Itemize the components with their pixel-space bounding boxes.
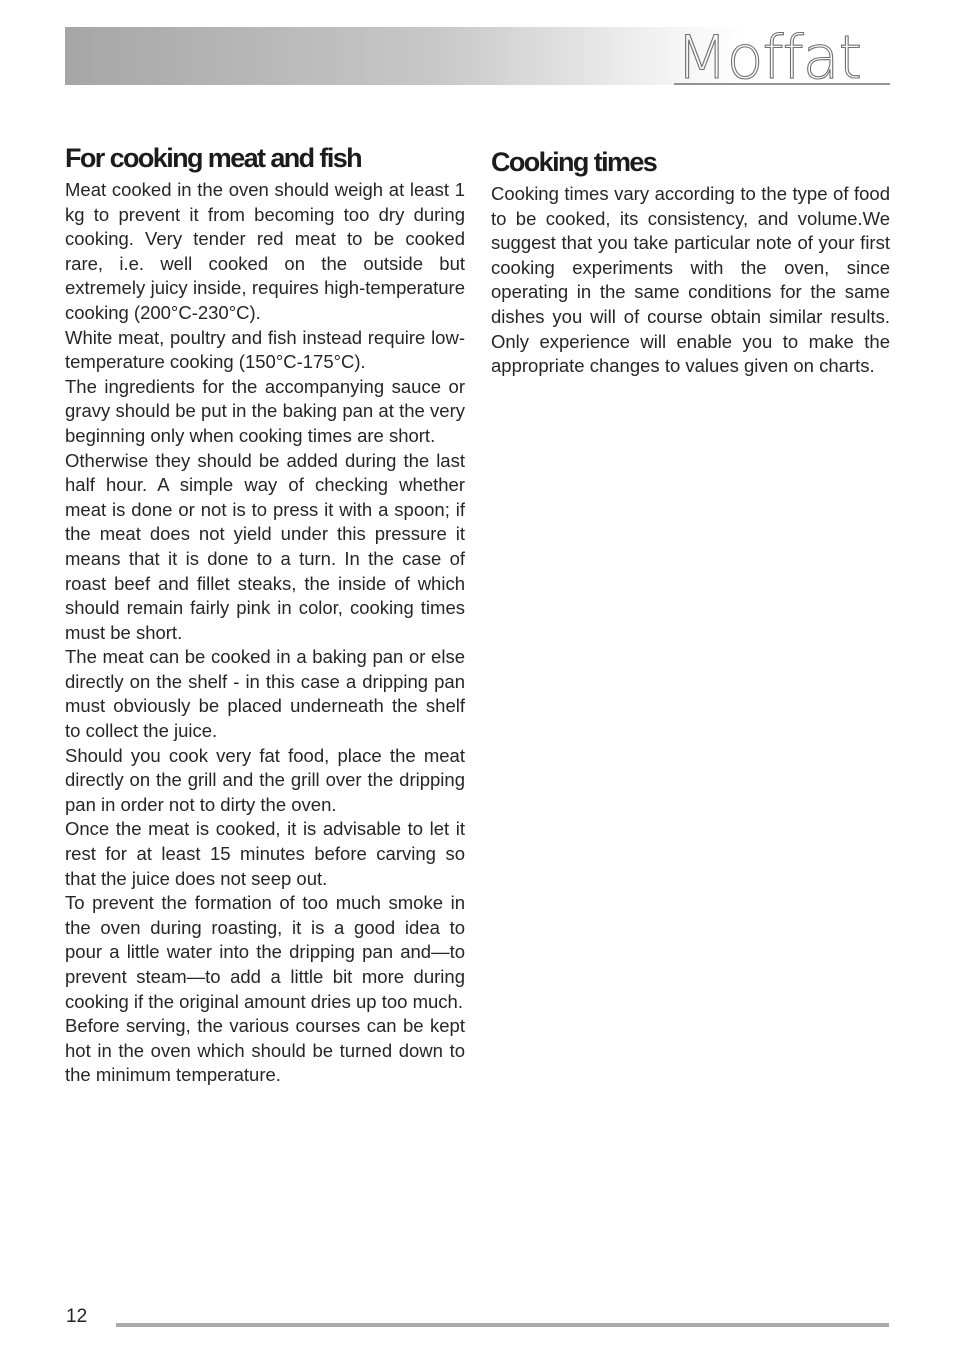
section-heading-meat-fish: For cooking meat and fish xyxy=(65,143,362,173)
section-heading-cooking-times: Cooking times xyxy=(491,147,657,177)
paragraph: Otherwise they should be added during the last half hour. A simple way of checking whether meat is done or not is to press it with a spoon; if the meat does not yield under this pressure it means that it is done to a turn. In the case of roast beef and fillet steaks, the inside of which should remain fairly pink in color, cooking times must be short. xyxy=(65,449,465,643)
paragraph: White meat, poultry and fish instead require low-temperature cooking (150°C-175°C). xyxy=(65,326,465,373)
paragraph: To prevent the formation of too much smoke in the oven during roasting, it is a good idea to pour a little water into the dripping pan and—to prevent steam—to add a little bit more during cooking if the original amount dries up too much. xyxy=(65,892,465,1012)
page-number: 12 xyxy=(66,1306,88,1327)
footer-rule xyxy=(116,1323,889,1327)
brand-name: Moffat xyxy=(676,23,862,93)
paragraph: The ingredients for the accompanying sauce or gravy should be put in the baking pan at the very beginning only when cooking times are short. xyxy=(65,375,465,446)
paragraph: Once the meat is cooked, it is advisable to let it rest for at least 15 minutes before carving so that the juice does not seep out. xyxy=(65,818,465,889)
cooking-times-text xyxy=(491,182,890,379)
meat-fish-text xyxy=(65,178,465,1088)
paragraph: Before serving, the various courses can be kept hot in the oven which should be turned down to the minimum temperature. xyxy=(65,1015,465,1086)
header-bar xyxy=(65,27,745,85)
paragraph: Cooking times vary according to the type of food to be cooked, its consistency, and volume.We suggest that you take particular note of your first cooking experiments with the oven, since operating in the same conditions for the same dishes you will of course obtain similar results. Only experience will enable you to make the appropriate changes to values given on charts. xyxy=(491,183,890,377)
paragraph: The meat can be cooked in a baking pan or else directly on the shelf - in this case a dripping pan must obviously be placed underneath the shelf to collect the juice. xyxy=(65,646,465,742)
paragraph: Should you cook very fat food, place the meat directly on the grill and the grill over the dripping pan in order not to dirty the oven. xyxy=(65,744,465,815)
paragraph: Meat cooked in the oven should weigh at least 1 kg to prevent it from becoming too dry during cooking. Very tender red meat to be cooked rare, i.e. well cooked on the outside but extremely juicy inside, requires high-temperature cooking (200°C-230°C). xyxy=(65,179,465,323)
brand-logo xyxy=(672,18,894,98)
